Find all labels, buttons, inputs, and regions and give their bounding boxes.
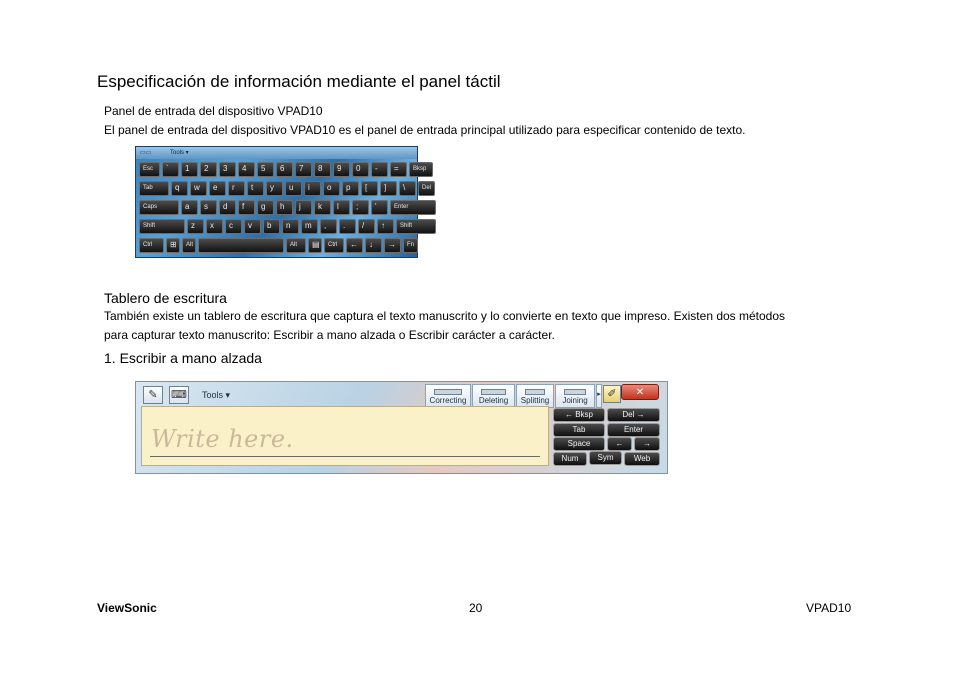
key-n[interactable]: n	[282, 219, 299, 234]
key-symbol-2-10[interactable]: ;	[352, 200, 369, 215]
key-del[interactable]: Del	[418, 181, 435, 196]
page-heading: Especificación de información mediante el panel táctil	[97, 72, 501, 91]
key-alt[interactable]: Alt	[286, 238, 306, 253]
notepad-icon[interactable]: ✐	[603, 385, 621, 403]
section-title-input-panel: Panel de entrada del dispositivo VPAD10	[104, 104, 323, 118]
footer-model: VPAD10	[806, 601, 852, 615]
correcting-icon	[434, 389, 462, 395]
key-symbol-3-11[interactable]: ↑	[377, 219, 394, 234]
key-ctrl[interactable]: Ctrl	[324, 238, 344, 253]
keyboard-toggle-icon[interactable]: ▭▭	[140, 150, 152, 156]
key-f[interactable]: f	[238, 200, 255, 215]
key-esc[interactable]: Esc	[139, 162, 160, 177]
key-symbol-3-8[interactable]: ,	[320, 219, 337, 234]
key-o[interactable]: o	[323, 181, 340, 196]
key-5[interactable]: 5	[257, 162, 274, 177]
key-6[interactable]: 6	[276, 162, 293, 177]
key-symbol-1-12[interactable]: ]	[380, 181, 397, 196]
key-p[interactable]: p	[342, 181, 359, 196]
key-7[interactable]: 7	[295, 162, 312, 177]
key-alt[interactable]: Alt	[182, 238, 196, 253]
writing-baseline	[150, 456, 540, 457]
key-9[interactable]: 9	[333, 162, 350, 177]
sym-button[interactable]: Sym	[589, 451, 622, 465]
key-b[interactable]: b	[263, 219, 280, 234]
key-m[interactable]: m	[301, 219, 318, 234]
key-symbol-4-5[interactable]: ▤	[308, 238, 322, 253]
keyboard-tools-label: Tools	[170, 150, 185, 156]
key-x[interactable]: x	[206, 219, 223, 234]
key-j[interactable]: j	[295, 200, 312, 215]
footer-page-number: 20	[469, 601, 483, 615]
key-symbol-0-12[interactable]: -	[371, 162, 388, 177]
key-2[interactable]: 2	[200, 162, 217, 177]
key-symbol-0-1[interactable]: `	[162, 162, 179, 177]
tab-button[interactable]: Tab	[553, 423, 605, 437]
num-button[interactable]: Num	[553, 452, 587, 466]
key-0[interactable]: 0	[352, 162, 369, 177]
key-w[interactable]: w	[190, 181, 207, 196]
key-k[interactable]: k	[314, 200, 331, 215]
gesture-joining[interactable]: Joining	[555, 384, 595, 408]
joining-icon	[564, 389, 586, 395]
key-space[interactable]	[198, 238, 284, 253]
footer-brand: ViewSonic	[97, 601, 157, 615]
key-u[interactable]: u	[285, 181, 302, 196]
key-s[interactable]: s	[200, 200, 217, 215]
key-ctrl[interactable]: Ctrl	[139, 238, 164, 253]
section-body-input-panel: El panel de entrada del dispositivo VPAD10 es el panel de entrada principal utilizado para especificar contenido de texto.	[104, 123, 746, 137]
key-d[interactable]: d	[219, 200, 236, 215]
keyboard-tools-menu[interactable]: Tools ▾	[170, 150, 189, 156]
key-symbol-0-13[interactable]: =	[390, 162, 407, 177]
on-screen-keyboard	[135, 146, 432, 258]
pad-tools-menu[interactable]: Tools ▾	[202, 390, 231, 400]
key-symbol-4-7[interactable]: ←	[346, 238, 363, 253]
gesture-splitting[interactable]: Splitting	[516, 384, 554, 408]
del-button[interactable]: Del →	[607, 408, 660, 422]
key-8[interactable]: 8	[314, 162, 331, 177]
section-body-writing-pad-line1: También existe un tablero de escritura que captura el texto manuscrito y lo convierte en texto que impreso. Existen dos métodos	[104, 309, 786, 323]
key-a[interactable]: a	[181, 200, 198, 215]
key-symbol-1-11[interactable]: [	[361, 181, 378, 196]
key-symbol-4-1[interactable]: ⊞	[166, 238, 180, 253]
key-caps[interactable]: Caps	[139, 200, 179, 215]
splitting-icon	[525, 389, 545, 395]
key-fn[interactable]: Fn	[403, 238, 418, 253]
key-1[interactable]: 1	[181, 162, 198, 177]
arrow-left-button[interactable]: ←	[607, 437, 632, 451]
key-t[interactable]: t	[247, 181, 264, 196]
writing-pad-icon[interactable]: ✎	[143, 386, 163, 404]
keyboard-icon[interactable]: ⌨	[169, 386, 189, 404]
enter-button[interactable]: Enter	[607, 423, 660, 437]
close-button[interactable]: ✕	[621, 384, 659, 400]
key-r[interactable]: r	[228, 181, 245, 196]
gesture-correcting[interactable]: Correcting	[425, 384, 471, 408]
writing-pad	[135, 381, 668, 474]
key-q[interactable]: q	[171, 181, 188, 196]
arrow-right-button[interactable]: →	[634, 437, 660, 451]
web-button[interactable]: Web	[624, 452, 660, 466]
pad-tools-label: Tools	[202, 390, 224, 400]
section-body-writing-pad-line2: para capturar texto manuscrito: Escribir a mano alzada o Escribir carácter a carácter.	[104, 328, 555, 342]
key-4[interactable]: 4	[238, 162, 255, 177]
write-here-hint: Write here.	[151, 425, 294, 453]
gesture-expand-arrow-icon[interactable]: ▸	[596, 384, 602, 408]
keyboard-toolbar	[136, 147, 417, 159]
key-y[interactable]: y	[266, 181, 283, 196]
key-symbol-2-11[interactable]: '	[371, 200, 388, 215]
key-shift[interactable]: Shift	[139, 219, 185, 234]
key-enter[interactable]: Enter	[390, 200, 436, 215]
section-title-writing-pad: Tablero de escritura	[104, 290, 227, 306]
key-z[interactable]: z	[187, 219, 204, 234]
key-v[interactable]: v	[244, 219, 261, 234]
key-tab[interactable]: Tab	[139, 181, 169, 196]
key-3[interactable]: 3	[219, 162, 236, 177]
key-c[interactable]: c	[225, 219, 242, 234]
key-l[interactable]: l	[333, 200, 350, 215]
bksp-button[interactable]: ← Bksp	[553, 408, 605, 422]
key-symbol-4-8[interactable]: ↓	[365, 238, 382, 253]
key-symbol-4-9[interactable]: →	[384, 238, 401, 253]
key-shift[interactable]: Shift	[396, 219, 436, 234]
key-symbol-3-10[interactable]: /	[358, 219, 375, 234]
key-g[interactable]: g	[257, 200, 274, 215]
key-bksp[interactable]: Bksp	[409, 162, 433, 177]
space-button[interactable]: Space	[553, 437, 605, 451]
gesture-deleting[interactable]: Deleting	[472, 384, 515, 408]
deleting-icon	[481, 389, 506, 395]
key-e[interactable]: e	[209, 181, 226, 196]
subsection-freehand: 1. Escribir a mano alzada	[104, 350, 262, 366]
key-symbol-3-9[interactable]: .	[339, 219, 356, 234]
key-symbol-1-13[interactable]: \	[399, 181, 416, 196]
key-i[interactable]: i	[304, 181, 321, 196]
key-h[interactable]: h	[276, 200, 293, 215]
handwriting-area[interactable]	[141, 406, 549, 466]
